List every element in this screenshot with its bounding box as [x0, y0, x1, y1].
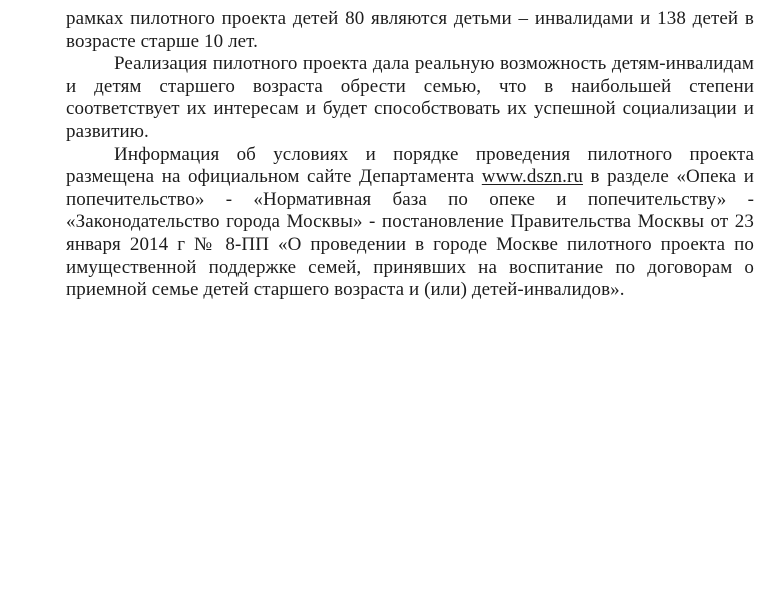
paragraph-continuation: рамках пилотного проекта детей 80 являются детьми – инвалидами и 138 детей в возрасте старше 10 лет.: [66, 8, 754, 52]
document-body: [66, 8, 754, 302]
paragraph-information-end: в разделе «Опека и попечительство» - «Нормативная база по опеке и попечительству» - «Законодательство города Москвы» - постановление Правительства Москвы от 23 января 2014 г № 8-ПП «О проведении в городе Москве пилотного проекта по имущественной поддержке семей, принявших на воспитание по договорам о приемной семье детей старшего возраста и (или) детей-инвалидов».: [66, 166, 754, 301]
paragraph-pilot-results: Реализация пилотного проекта дала реальную возможность детям-инвалидам и детям старшего возраста обрести семью, что в наибольшей степени соответствует их интересам и будет способствовать их успешной социализации и развитию.: [66, 53, 754, 142]
dszn-website-link[interactable]: www.dszn.ru: [481, 166, 583, 188]
paragraph-information-start: Информация об условиях и порядке проведения пилотного проекта размещена на официальном сайте Департамента: [66, 143, 754, 188]
paragraph-information: [66, 144, 754, 302]
